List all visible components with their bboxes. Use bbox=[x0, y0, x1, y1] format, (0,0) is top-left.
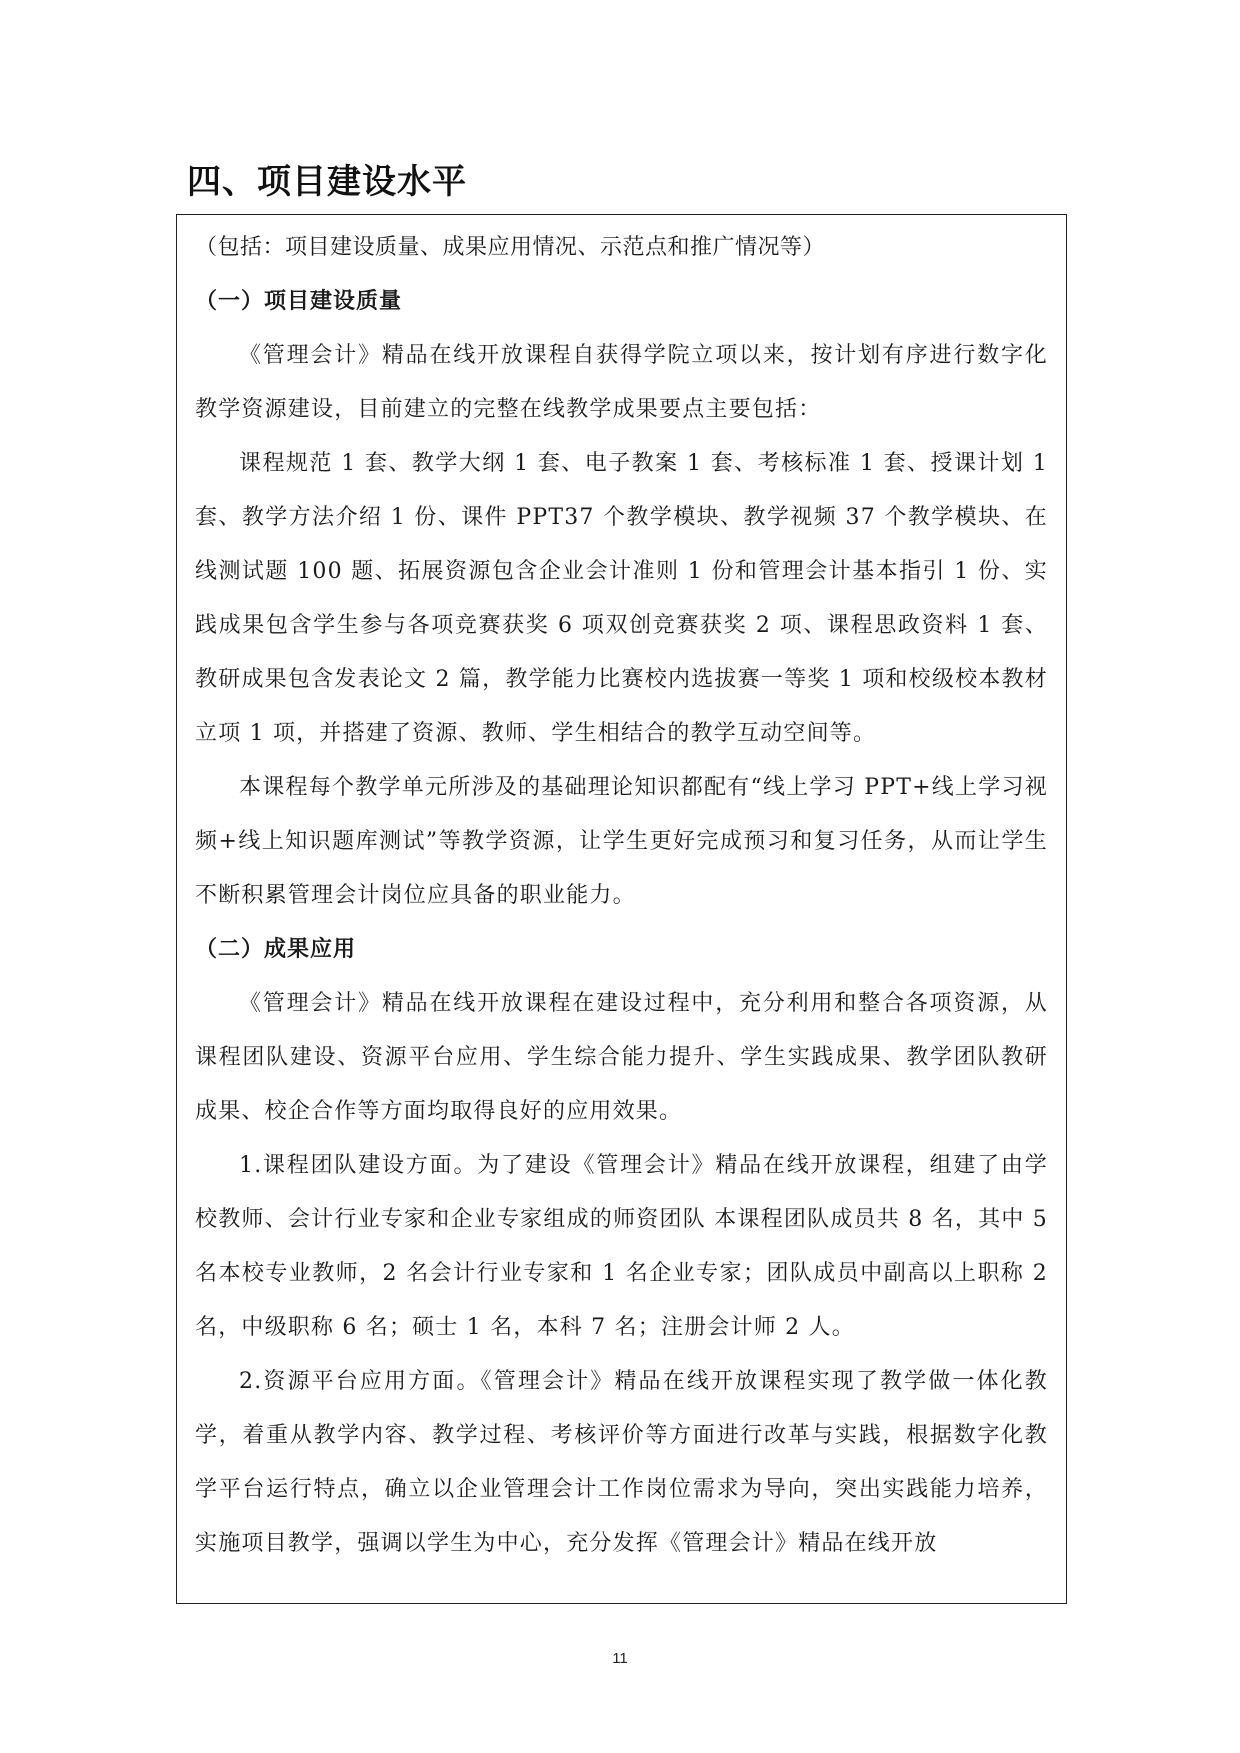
paragraph: 本课程每个教学单元所涉及的基础理论知识都配有“线上学习 PPT+线上学习视频+线上知识题库测试”等教学资源，让学生更好完成预习和复习任务，从而让学生不断积累管理会计岗位应具备的职业能力。 bbox=[195, 775, 1048, 908]
subsection-heading-application: （二）成果应用 bbox=[195, 937, 357, 962]
paragraph: 课程规范 1 套、教学大纲 1 套、电子教案 1 套、考核标准 1 套、授课计划 1 套、教学方法介绍 1 份、课件 PPT37 个教学模块、教学视频 37 个教学模块、在线测试题 100 题、拓展资源包含企业会计准则 1 份和管理会计基本指引 1 份、实践成果包含学生参与各项竞赛获奖 6 项双创竞赛获奖 2 项、课程思政资料 1 套、教研成果包含发表论文 2 篇，教学能力比赛校内选拔赛一等奖 1 项和校级校本教材立项 1 项，并搭建了资源、教师、学生相结合的教学互动空间等。 bbox=[195, 451, 1048, 746]
page-number: 11 bbox=[612, 1650, 628, 1667]
paragraph: 1.课程团队建设方面。为了建设《管理会计》精品在线开放课程，组建了由学校教师、会计行业专家和企业专家组成的师资团队 本课程团队成员共 8 名，其中 5 名本校专业教师，2 名会计行业专家和 1 名企业专家；团队成员中副高以上职称 2 名，中级职称 6 名；硕士 1 名，本科 7 名；注册会计师 2 人。 bbox=[195, 1153, 1048, 1340]
section-title: 四、项目建设水平 bbox=[187, 162, 467, 202]
paragraph: 《管理会计》精品在线开放课程自获得学院立项以来，按计划有序进行数字化教学资源建设，目前建立的完整在线教学成果要点主要包括： bbox=[195, 343, 1048, 422]
paragraph: 《管理会计》精品在线开放课程在建设过程中，充分利用和整合各项资源，从课程团队建设、资源平台应用、学生综合能力提升、学生实践成果、教学团队教研成果、校企合作等方面均取得良好的应用效果。 bbox=[195, 991, 1048, 1124]
paragraph: 2.资源平台应用方面。《管理会计》精品在线开放课程实现了教学做一体化教学，着重从教学内容、教学过程、考核评价等方面进行改革与实践，根据数字化教学平台运行特点，确立以企业管理会计工作岗位需求为导向，突出实践能力培养，实施项目教学，强调以学生为中心，充分发挥《管理会计》精品在线开放 bbox=[195, 1369, 1048, 1556]
content-frame bbox=[176, 214, 1067, 1604]
subsection-heading-quality: （一）项目建设质量 bbox=[195, 289, 403, 314]
scope-note: （包括：项目建设质量、成果应用情况、示范点和推广情况等） bbox=[195, 235, 826, 260]
content-body bbox=[195, 221, 1048, 1571]
